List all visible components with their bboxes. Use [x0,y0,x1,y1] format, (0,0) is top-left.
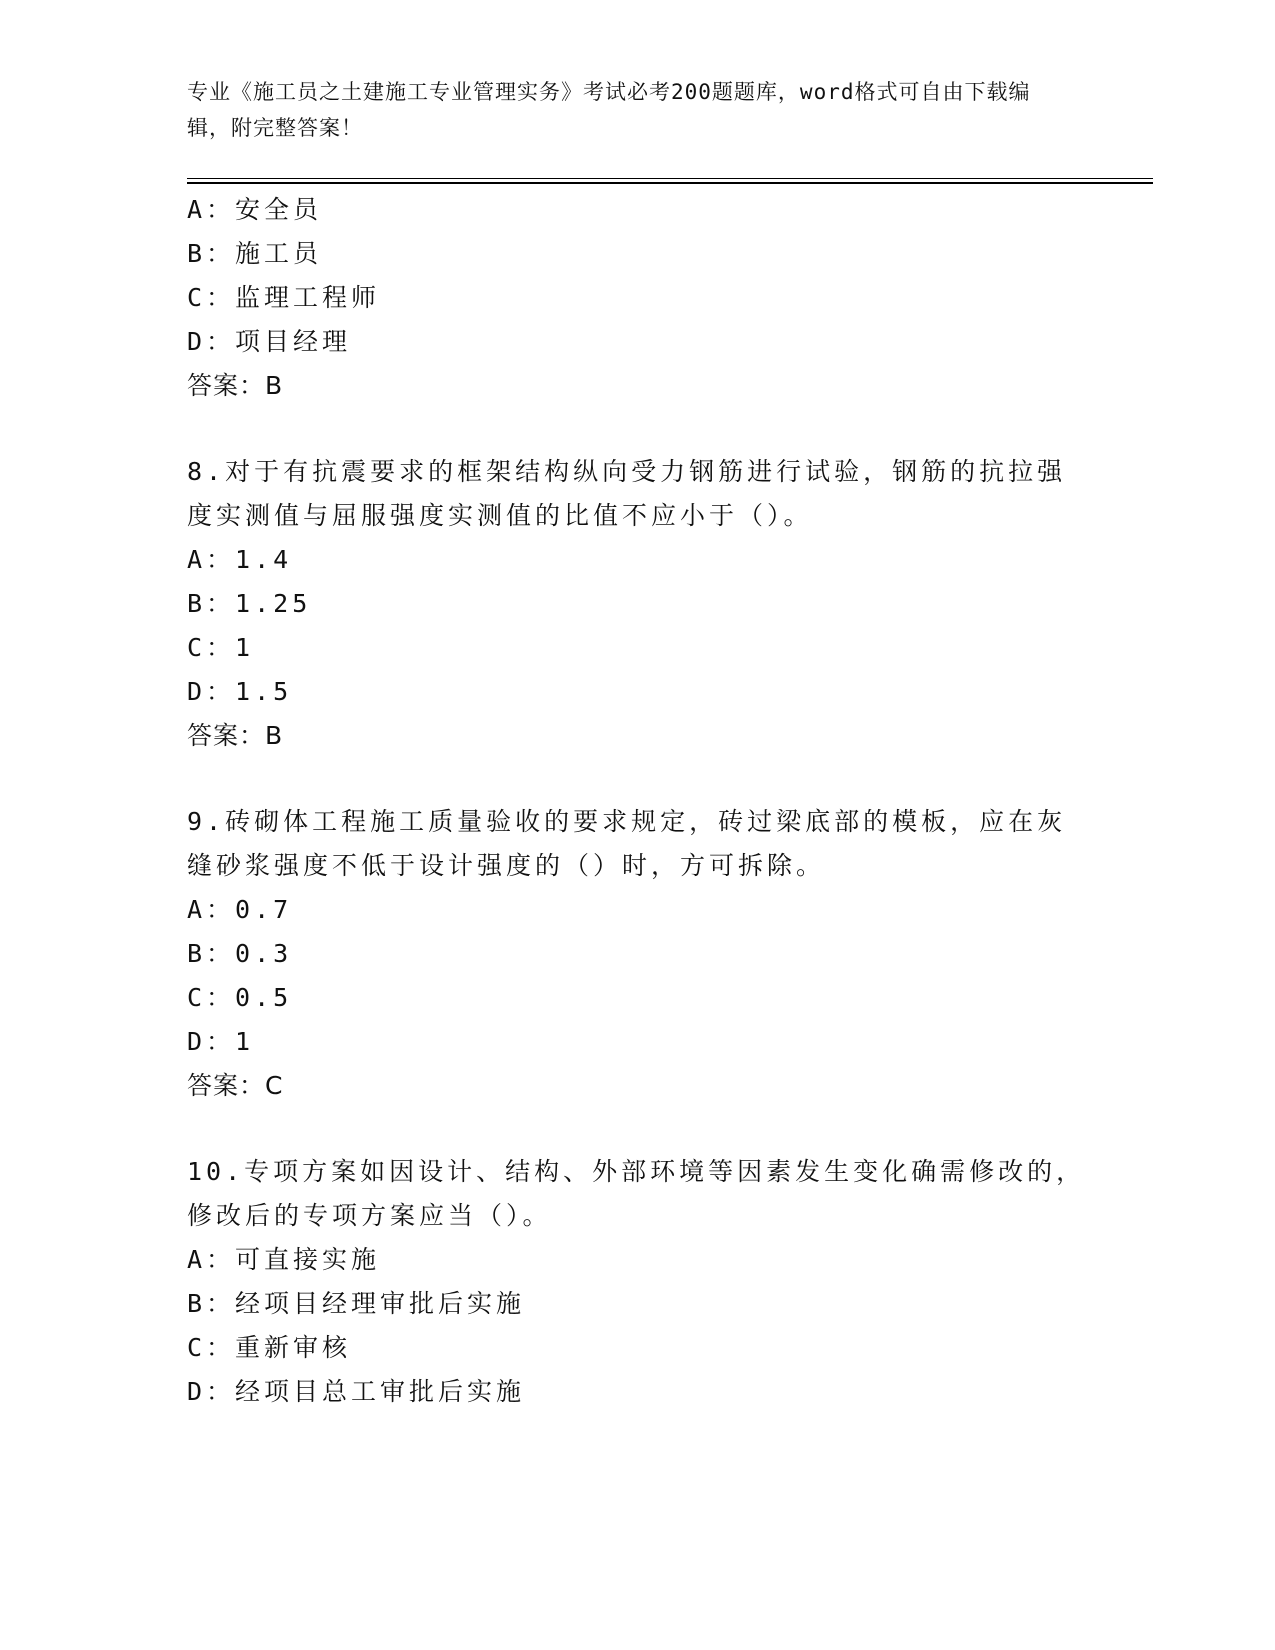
q7-option-d: D：项目经理 [187,327,352,356]
q9-stem-line-1: 9.砖砌体工程施工质量验收的要求规定，砖过梁底部的模板，应在灰 [187,807,1067,836]
q7-option-a: A：安全员 [187,195,323,224]
q8-option-a: A：1.4 [187,545,293,574]
header-divider-thin [187,178,1153,179]
q7-answer: 答案：B [187,371,284,400]
document-header: 专业《施工员之土建施工专业管理实务》考试必考200题题库，word格式可自由下载编辑，附完整答案！ [187,80,1031,140]
q8-option-d: D：1.5 [187,677,293,706]
q10-option-b: B：经项目经理审批后实施 [187,1289,526,1318]
q9-answer: 答案：C [187,1071,284,1100]
q9-option-c: C：0.5 [187,983,293,1012]
q9-option-d: D：1 [187,1027,255,1056]
q10-option-d: D：经项目总工审批后实施 [187,1377,526,1406]
q8-option-b: B：1.25 [187,589,312,618]
q10-stem-line-2: 修改后的专项方案应当（）。 [187,1201,552,1230]
q8-stem-line-1: 8.对于有抗震要求的框架结构纵向受力钢筋进行试验，钢筋的抗拉强 [187,457,1067,486]
q10-stem-line-1: 10.专项方案如因设计、结构、外部环境等因素发生变化确需修改的， [187,1157,1086,1186]
q10-option-a: A：可直接实施 [187,1245,381,1274]
q9-option-a: A：0.7 [187,895,293,924]
q7-option-b: B：施工员 [187,239,323,268]
header-divider-thick [187,182,1153,184]
q8-stem-line-2: 度实测值与屈服强度实测值的比值不应小于（）。 [187,501,813,530]
q7-option-c: C：监理工程师 [187,283,381,312]
q8-option-c: C：1 [187,633,255,662]
q10-option-c: C：重新审核 [187,1333,352,1362]
q9-stem-line-2: 缝砂浆强度不低于设计强度的（）时，方可拆除。 [187,851,826,880]
q9-option-b: B：0.3 [187,939,293,968]
q8-answer: 答案：B [187,721,284,750]
